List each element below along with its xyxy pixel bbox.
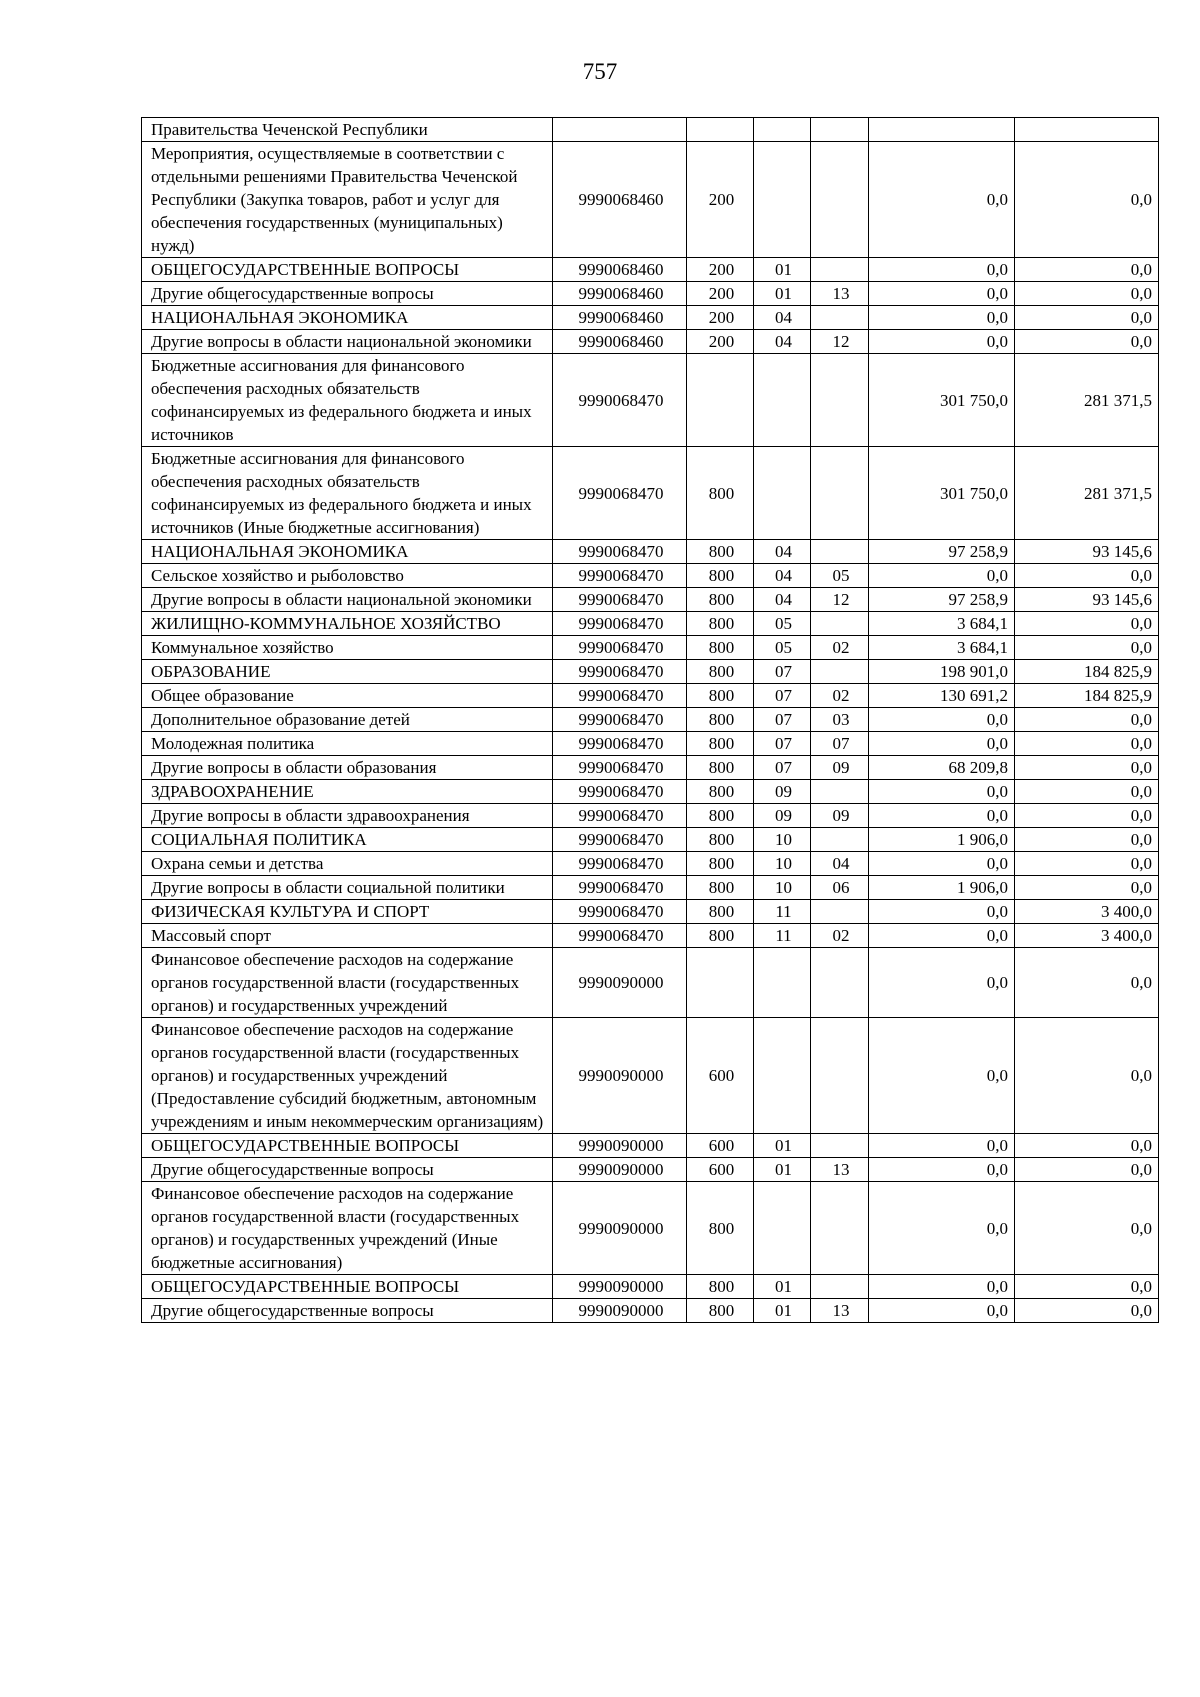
subsection-cell: 09 xyxy=(811,756,869,780)
row-name-cell: ОБРАЗОВАНИЕ xyxy=(142,660,553,684)
target-code-cell: 9990068460 xyxy=(553,282,687,306)
section-cell xyxy=(754,948,811,1018)
amount-year2-cell: 93 145,6 xyxy=(1015,540,1159,564)
section-cell: 01 xyxy=(754,1158,811,1182)
subsection-cell xyxy=(811,354,869,447)
expense-type-cell: 800 xyxy=(687,540,754,564)
table-row xyxy=(142,660,1159,684)
expense-type-cell: 800 xyxy=(687,684,754,708)
subsection-cell: 09 xyxy=(811,804,869,828)
section-cell: 04 xyxy=(754,564,811,588)
row-name-cell: Общее образование xyxy=(142,684,553,708)
amount-year1-cell: 130 691,2 xyxy=(869,684,1015,708)
section-cell xyxy=(754,354,811,447)
target-code-cell: 9990090000 xyxy=(553,1299,687,1323)
amount-year2-cell: 0,0 xyxy=(1015,852,1159,876)
row-name-cell: СОЦИАЛЬНАЯ ПОЛИТИКА xyxy=(142,828,553,852)
subsection-cell xyxy=(811,540,869,564)
amount-year2-cell: 281 371,5 xyxy=(1015,447,1159,540)
row-name-cell: Другие вопросы в области социальной политики xyxy=(142,876,553,900)
target-code-cell: 9990068460 xyxy=(553,330,687,354)
subsection-cell: 12 xyxy=(811,588,869,612)
amount-year1-cell: 0,0 xyxy=(869,948,1015,1018)
expense-type-cell: 800 xyxy=(687,1275,754,1299)
amount-year1-cell: 0,0 xyxy=(869,142,1015,258)
subsection-cell: 04 xyxy=(811,852,869,876)
amount-year1-cell: 0,0 xyxy=(869,804,1015,828)
row-name-cell: Другие общегосударственные вопросы xyxy=(142,282,553,306)
amount-year1-cell: 1 906,0 xyxy=(869,828,1015,852)
target-code-cell: 9990068470 xyxy=(553,876,687,900)
amount-year2-cell: 0,0 xyxy=(1015,1134,1159,1158)
subsection-cell xyxy=(811,142,869,258)
amount-year1-cell: 3 684,1 xyxy=(869,612,1015,636)
target-code-cell: 9990090000 xyxy=(553,948,687,1018)
amount-year2-cell xyxy=(1015,118,1159,142)
target-code-cell: 9990068470 xyxy=(553,732,687,756)
table-row xyxy=(142,684,1159,708)
table-row xyxy=(142,330,1159,354)
table-row xyxy=(142,1134,1159,1158)
subsection-cell: 02 xyxy=(811,924,869,948)
subsection-cell xyxy=(811,1134,869,1158)
amount-year2-cell: 0,0 xyxy=(1015,564,1159,588)
amount-year1-cell: 68 209,8 xyxy=(869,756,1015,780)
row-name-cell: ЗДРАВООХРАНЕНИЕ xyxy=(142,780,553,804)
expense-type-cell: 800 xyxy=(687,636,754,660)
expense-type-cell: 800 xyxy=(687,708,754,732)
row-name-cell: ЖИЛИЩНО-КОММУНАЛЬНОЕ ХОЗЯЙСТВО xyxy=(142,612,553,636)
expense-type-cell: 800 xyxy=(687,876,754,900)
row-name-cell: Финансовое обеспечение расходов на содержание органов государственной власти (государственных органов) и государственных учреждений (Иные бюджетные ассигнования) xyxy=(142,1182,553,1275)
table-row xyxy=(142,1275,1159,1299)
table-row xyxy=(142,142,1159,258)
amount-year1-cell: 301 750,0 xyxy=(869,354,1015,447)
amount-year1-cell: 0,0 xyxy=(869,708,1015,732)
subsection-cell xyxy=(811,1018,869,1134)
amount-year2-cell: 0,0 xyxy=(1015,330,1159,354)
amount-year1-cell: 0,0 xyxy=(869,1018,1015,1134)
expense-type-cell: 200 xyxy=(687,142,754,258)
expense-type-cell: 800 xyxy=(687,804,754,828)
expense-type-cell: 600 xyxy=(687,1134,754,1158)
section-cell xyxy=(754,1182,811,1275)
target-code-cell xyxy=(553,118,687,142)
table-row xyxy=(142,780,1159,804)
amount-year1-cell: 0,0 xyxy=(869,1275,1015,1299)
section-cell: 09 xyxy=(754,804,811,828)
section-cell: 04 xyxy=(754,588,811,612)
row-name-cell: Другие общегосударственные вопросы xyxy=(142,1158,553,1182)
row-name-cell: Охрана семьи и детства xyxy=(142,852,553,876)
section-cell: 11 xyxy=(754,900,811,924)
row-name-cell: НАЦИОНАЛЬНАЯ ЭКОНОМИКА xyxy=(142,306,553,330)
row-name-cell: Дополнительное образование детей xyxy=(142,708,553,732)
row-name-cell: Коммунальное хозяйство xyxy=(142,636,553,660)
amount-year1-cell: 0,0 xyxy=(869,258,1015,282)
amount-year1-cell: 1 906,0 xyxy=(869,876,1015,900)
section-cell: 04 xyxy=(754,540,811,564)
amount-year1-cell xyxy=(869,118,1015,142)
section-cell xyxy=(754,1018,811,1134)
amount-year2-cell: 3 400,0 xyxy=(1015,900,1159,924)
amount-year2-cell: 281 371,5 xyxy=(1015,354,1159,447)
expense-type-cell: 800 xyxy=(687,924,754,948)
target-code-cell: 9990090000 xyxy=(553,1158,687,1182)
amount-year1-cell: 0,0 xyxy=(869,1299,1015,1323)
amount-year2-cell: 0,0 xyxy=(1015,142,1159,258)
subsection-cell xyxy=(811,1182,869,1275)
target-code-cell: 9990068470 xyxy=(553,708,687,732)
table-row xyxy=(142,900,1159,924)
amount-year1-cell: 0,0 xyxy=(869,780,1015,804)
amount-year2-cell: 0,0 xyxy=(1015,708,1159,732)
section-cell: 05 xyxy=(754,636,811,660)
table-row xyxy=(142,1182,1159,1275)
section-cell: 01 xyxy=(754,282,811,306)
subsection-cell: 02 xyxy=(811,636,869,660)
amount-year2-cell: 0,0 xyxy=(1015,1275,1159,1299)
target-code-cell: 9990068470 xyxy=(553,756,687,780)
table-row xyxy=(142,564,1159,588)
expense-type-cell xyxy=(687,354,754,447)
amount-year2-cell: 0,0 xyxy=(1015,876,1159,900)
amount-year2-cell: 0,0 xyxy=(1015,948,1159,1018)
budget-table-body xyxy=(142,118,1159,1323)
target-code-cell: 9990068460 xyxy=(553,258,687,282)
section-cell: 04 xyxy=(754,330,811,354)
row-name-cell: Другие вопросы в области национальной экономики xyxy=(142,588,553,612)
expense-type-cell: 800 xyxy=(687,828,754,852)
amount-year2-cell: 0,0 xyxy=(1015,306,1159,330)
table-row xyxy=(142,447,1159,540)
expense-type-cell: 800 xyxy=(687,588,754,612)
target-code-cell: 9990068470 xyxy=(553,828,687,852)
section-cell: 07 xyxy=(754,684,811,708)
expense-type-cell: 800 xyxy=(687,612,754,636)
amount-year2-cell: 0,0 xyxy=(1015,612,1159,636)
expense-type-cell: 800 xyxy=(687,852,754,876)
section-cell xyxy=(754,118,811,142)
amount-year1-cell: 0,0 xyxy=(869,924,1015,948)
section-cell: 10 xyxy=(754,852,811,876)
table-row xyxy=(142,588,1159,612)
expense-type-cell: 600 xyxy=(687,1158,754,1182)
amount-year1-cell: 0,0 xyxy=(869,1158,1015,1182)
row-name-cell: НАЦИОНАЛЬНАЯ ЭКОНОМИКА xyxy=(142,540,553,564)
subsection-cell: 02 xyxy=(811,684,869,708)
target-code-cell: 9990068470 xyxy=(553,684,687,708)
row-name-cell: Бюджетные ассигнования для финансового обеспечения расходных обязательств софинансируемых из федерального бюджета и иных источников xyxy=(142,354,553,447)
target-code-cell: 9990068470 xyxy=(553,660,687,684)
row-name-cell: Финансовое обеспечение расходов на содержание органов государственной власти (государственных органов) и государственных учреждений xyxy=(142,948,553,1018)
row-name-cell: Массовый спорт xyxy=(142,924,553,948)
subsection-cell: 13 xyxy=(811,282,869,306)
table-row xyxy=(142,306,1159,330)
amount-year1-cell: 301 750,0 xyxy=(869,447,1015,540)
table-row xyxy=(142,804,1159,828)
target-code-cell: 9990068470 xyxy=(553,852,687,876)
expense-type-cell: 600 xyxy=(687,1018,754,1134)
table-row xyxy=(142,118,1159,142)
subsection-cell: 03 xyxy=(811,708,869,732)
subsection-cell: 06 xyxy=(811,876,869,900)
subsection-cell: 13 xyxy=(811,1158,869,1182)
amount-year2-cell: 0,0 xyxy=(1015,1018,1159,1134)
target-code-cell: 9990068470 xyxy=(553,804,687,828)
expense-type-cell: 800 xyxy=(687,564,754,588)
table-row xyxy=(142,732,1159,756)
row-name-cell: ОБЩЕГОСУДАРСТВЕННЫЕ ВОПРОСЫ xyxy=(142,1134,553,1158)
subsection-cell xyxy=(811,1275,869,1299)
expense-type-cell: 800 xyxy=(687,1182,754,1275)
row-name-cell: Молодежная политика xyxy=(142,732,553,756)
budget-table xyxy=(141,117,1159,1323)
page-number: 757 xyxy=(582,59,618,84)
row-name-cell: Правительства Чеченской Республики xyxy=(142,118,553,142)
target-code-cell: 9990090000 xyxy=(553,1182,687,1275)
row-name-cell: Мероприятия, осуществляемые в соответствии с отдельными решениями Правительства Чеченской Республики (Закупка товаров, работ и услуг для обеспечения государственных (муниципальных) нужд) xyxy=(142,142,553,258)
table-row xyxy=(142,948,1159,1018)
amount-year2-cell: 184 825,9 xyxy=(1015,660,1159,684)
amount-year1-cell: 0,0 xyxy=(869,1134,1015,1158)
row-name-cell: Сельское хозяйство и рыболовство xyxy=(142,564,553,588)
subsection-cell xyxy=(811,258,869,282)
row-name-cell: ФИЗИЧЕСКАЯ КУЛЬТУРА И СПОРТ xyxy=(142,900,553,924)
subsection-cell xyxy=(811,447,869,540)
expense-type-cell xyxy=(687,118,754,142)
subsection-cell xyxy=(811,948,869,1018)
table-row xyxy=(142,828,1159,852)
section-cell: 07 xyxy=(754,708,811,732)
target-code-cell: 9990068470 xyxy=(553,612,687,636)
subsection-cell xyxy=(811,612,869,636)
amount-year2-cell: 0,0 xyxy=(1015,1158,1159,1182)
target-code-cell: 9990090000 xyxy=(553,1275,687,1299)
amount-year2-cell: 0,0 xyxy=(1015,732,1159,756)
amount-year2-cell: 0,0 xyxy=(1015,756,1159,780)
expense-type-cell: 800 xyxy=(687,660,754,684)
section-cell: 07 xyxy=(754,660,811,684)
table-row xyxy=(142,282,1159,306)
subsection-cell: 12 xyxy=(811,330,869,354)
section-cell: 07 xyxy=(754,756,811,780)
row-name-cell: Финансовое обеспечение расходов на содержание органов государственной власти (государственных органов) и государственных учреждений (Предоставление субсидий бюджетным, автономным учреждениям и иным некоммерческим организациям) xyxy=(142,1018,553,1134)
table-row xyxy=(142,924,1159,948)
table-row xyxy=(142,540,1159,564)
amount-year2-cell: 0,0 xyxy=(1015,282,1159,306)
section-cell: 01 xyxy=(754,1134,811,1158)
target-code-cell: 9990090000 xyxy=(553,1134,687,1158)
row-name-cell: ОБЩЕГОСУДАРСТВЕННЫЕ ВОПРОСЫ xyxy=(142,1275,553,1299)
subsection-cell xyxy=(811,780,869,804)
expense-type-cell: 800 xyxy=(687,732,754,756)
subsection-cell: 13 xyxy=(811,1299,869,1323)
subsection-cell: 05 xyxy=(811,564,869,588)
section-cell: 09 xyxy=(754,780,811,804)
amount-year2-cell: 0,0 xyxy=(1015,1299,1159,1323)
expense-type-cell: 200 xyxy=(687,282,754,306)
amount-year1-cell: 0,0 xyxy=(869,330,1015,354)
section-cell: 10 xyxy=(754,828,811,852)
section-cell: 05 xyxy=(754,612,811,636)
target-code-cell: 9990068470 xyxy=(553,540,687,564)
amount-year2-cell: 93 145,6 xyxy=(1015,588,1159,612)
target-code-cell: 9990068470 xyxy=(553,636,687,660)
subsection-cell xyxy=(811,828,869,852)
amount-year1-cell: 0,0 xyxy=(869,282,1015,306)
table-row xyxy=(142,876,1159,900)
table-row xyxy=(142,612,1159,636)
subsection-cell xyxy=(811,900,869,924)
amount-year2-cell: 0,0 xyxy=(1015,804,1159,828)
table-row xyxy=(142,1299,1159,1323)
row-name-cell: ОБЩЕГОСУДАРСТВЕННЫЕ ВОПРОСЫ xyxy=(142,258,553,282)
target-code-cell: 9990068470 xyxy=(553,564,687,588)
table-row xyxy=(142,1018,1159,1134)
expense-type-cell: 800 xyxy=(687,447,754,540)
expense-type-cell: 800 xyxy=(687,756,754,780)
table-row xyxy=(142,1158,1159,1182)
amount-year2-cell: 0,0 xyxy=(1015,636,1159,660)
expense-type-cell: 800 xyxy=(687,1299,754,1323)
amount-year1-cell: 0,0 xyxy=(869,564,1015,588)
row-name-cell: Другие вопросы в области образования xyxy=(142,756,553,780)
section-cell xyxy=(754,142,811,258)
expense-type-cell: 800 xyxy=(687,900,754,924)
expense-type-cell: 200 xyxy=(687,306,754,330)
section-cell: 11 xyxy=(754,924,811,948)
row-name-cell: Другие общегосударственные вопросы xyxy=(142,1299,553,1323)
row-name-cell: Бюджетные ассигнования для финансового обеспечения расходных обязательств софинансируемых из федерального бюджета и иных источников (Иные бюджетные ассигнования) xyxy=(142,447,553,540)
amount-year1-cell: 97 258,9 xyxy=(869,540,1015,564)
target-code-cell: 9990068470 xyxy=(553,447,687,540)
amount-year2-cell: 0,0 xyxy=(1015,258,1159,282)
amount-year1-cell: 97 258,9 xyxy=(869,588,1015,612)
section-cell: 07 xyxy=(754,732,811,756)
target-code-cell: 9990068470 xyxy=(553,780,687,804)
section-cell: 04 xyxy=(754,306,811,330)
section-cell xyxy=(754,447,811,540)
table-row xyxy=(142,756,1159,780)
table-row xyxy=(142,708,1159,732)
subsection-cell xyxy=(811,306,869,330)
amount-year1-cell: 198 901,0 xyxy=(869,660,1015,684)
amount-year1-cell: 0,0 xyxy=(869,900,1015,924)
target-code-cell: 9990068470 xyxy=(553,900,687,924)
amount-year1-cell: 0,0 xyxy=(869,852,1015,876)
target-code-cell: 9990068460 xyxy=(553,306,687,330)
table-row xyxy=(142,636,1159,660)
row-name-cell: Другие вопросы в области здравоохранения xyxy=(142,804,553,828)
amount-year2-cell: 3 400,0 xyxy=(1015,924,1159,948)
amount-year2-cell: 0,0 xyxy=(1015,828,1159,852)
table-row xyxy=(142,354,1159,447)
amount-year2-cell: 184 825,9 xyxy=(1015,684,1159,708)
subsection-cell xyxy=(811,660,869,684)
section-cell: 01 xyxy=(754,1275,811,1299)
row-name-cell: Другие вопросы в области национальной экономики xyxy=(142,330,553,354)
expense-type-cell: 200 xyxy=(687,258,754,282)
target-code-cell: 9990090000 xyxy=(553,1018,687,1134)
amount-year2-cell: 0,0 xyxy=(1015,780,1159,804)
expense-type-cell xyxy=(687,948,754,1018)
section-cell: 01 xyxy=(754,1299,811,1323)
table-row xyxy=(142,258,1159,282)
amount-year2-cell: 0,0 xyxy=(1015,1182,1159,1275)
expense-type-cell: 800 xyxy=(687,780,754,804)
expense-type-cell: 200 xyxy=(687,330,754,354)
section-cell: 10 xyxy=(754,876,811,900)
amount-year1-cell: 0,0 xyxy=(869,1182,1015,1275)
subsection-cell xyxy=(811,118,869,142)
amount-year1-cell: 0,0 xyxy=(869,306,1015,330)
amount-year1-cell: 3 684,1 xyxy=(869,636,1015,660)
amount-year1-cell: 0,0 xyxy=(869,732,1015,756)
subsection-cell: 07 xyxy=(811,732,869,756)
section-cell: 01 xyxy=(754,258,811,282)
target-code-cell: 9990068470 xyxy=(553,354,687,447)
target-code-cell: 9990068460 xyxy=(553,142,687,258)
table-row xyxy=(142,852,1159,876)
target-code-cell: 9990068470 xyxy=(553,588,687,612)
target-code-cell: 9990068470 xyxy=(553,924,687,948)
